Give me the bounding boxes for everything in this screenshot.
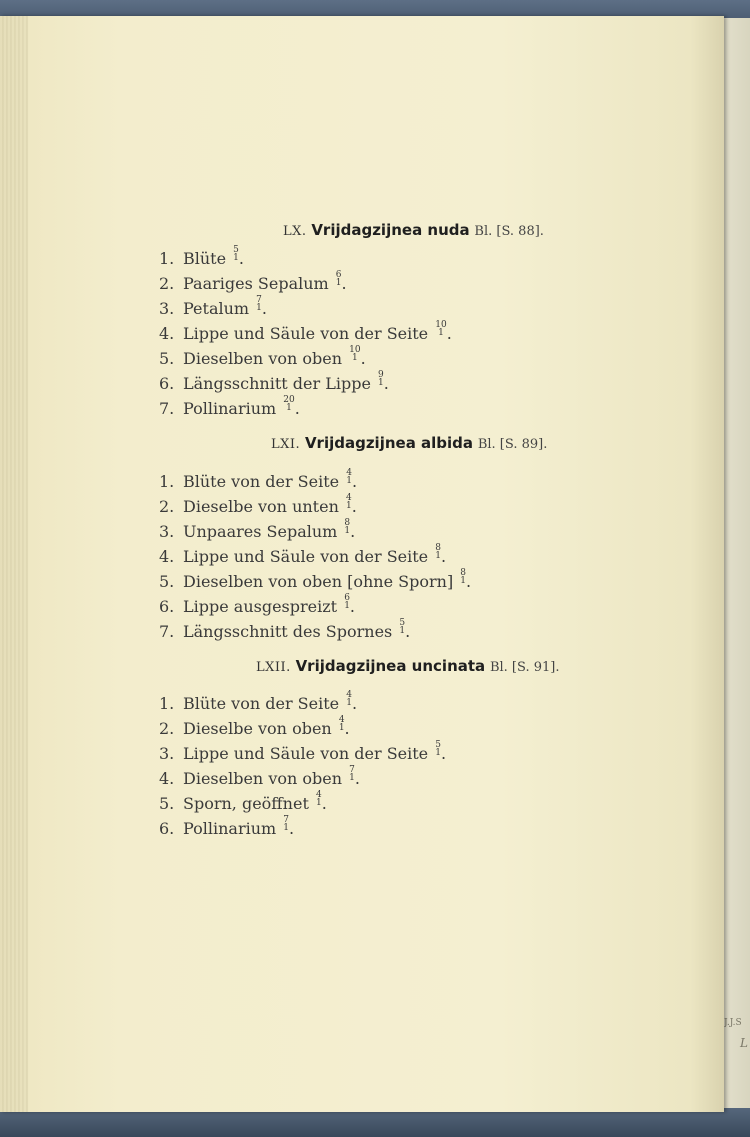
list-item: 3. Petalum 7 1 . (159, 295, 267, 318)
item-text: Dieselben von oben (183, 769, 343, 788)
magnification: 4 1 (346, 468, 352, 486)
species-name: Vrijdagzijnea albida (304, 434, 474, 452)
item-text: Dieselbe von oben (183, 719, 332, 738)
item-text: Unpaares Sepalum (183, 522, 338, 541)
item-text: Längsschnitt der Lippe (183, 374, 371, 393)
list-item: 4. Lippe und Säule von der Seite 8 1 . (159, 543, 447, 566)
item-text: Lippe und Säule von der Seite (183, 547, 429, 566)
magnification: 6 1 (335, 270, 342, 288)
list-item: 3. Lippe und Säule von der Seite 5 1 . (159, 740, 447, 763)
list-item: 6. Längsschnitt der Lippe 9 1 . (159, 370, 389, 393)
magnification: 4 1 (346, 690, 352, 708)
item-text: Längsschnitt des Spornes (183, 622, 393, 641)
page (0, 16, 724, 1112)
section-heading-lx (283, 221, 544, 239)
list-item: 2. Dieselbe von oben 4 1 . (159, 715, 350, 738)
list-item: 2. Dieselbe von unten 4 1 . (159, 493, 357, 516)
section-heading-lxii (256, 657, 559, 675)
item-text: Blüte von der Seite (183, 694, 340, 713)
item-text: Dieselbe von unten (183, 497, 339, 516)
item-text: Pollinarium (183, 399, 277, 418)
item-text: Lippe und Säule von der Seite (183, 744, 429, 763)
list-item: 5. Dieselben von oben 10 1 . (159, 345, 366, 368)
item-text: Lippe und Säule von der Seite (183, 324, 429, 343)
list-item: 6. Pollinarium 7 1 . (159, 815, 295, 838)
magnification: 5 1 (435, 740, 441, 758)
magnification: 5 1 (233, 245, 239, 263)
species-name: Vrijdagzijnea nuda (311, 221, 470, 239)
list-item: 4. Lippe und Säule von der Seite 10 1 . (159, 320, 452, 343)
magnification: 4 1 (345, 493, 352, 511)
list-item: 1. Blüte 5 1 . (159, 245, 244, 268)
magnification: 9 1 (378, 370, 384, 388)
list-item: 1. Blüte von der Seite 4 1 . (159, 690, 358, 713)
magnification: 7 1 (283, 815, 290, 833)
item-text: Pollinarium (183, 819, 277, 838)
item-text: Lippe ausgespreizt (183, 597, 338, 616)
list-item: 6. Lippe ausgespreizt 6 1 . (159, 593, 356, 616)
magnification: 4 1 (315, 790, 322, 808)
list-item: 4. Dieselben von oben 7 1 . (159, 765, 360, 788)
plate-reference: Bl. [S. 88]. (474, 224, 544, 239)
magnification: 7 1 (256, 295, 262, 313)
page-edges (0, 16, 28, 1112)
section-heading-lxi (271, 434, 547, 452)
magnification: 8 1 (435, 543, 441, 561)
facing-plate-caption: J.J.S (724, 1018, 742, 1028)
item-text: Sporn, geöffnet (183, 794, 309, 813)
book-cover-bottom (0, 1108, 750, 1137)
magnification: 6 1 (344, 593, 350, 611)
magnification: 4 1 (338, 715, 345, 733)
item-text: Dieselben von oben [ohne Sporn] (183, 572, 454, 591)
list-item: 5. Sporn, geöffnet 4 1 . (159, 790, 327, 813)
magnification: 8 1 (344, 518, 351, 536)
list-item: 3. Unpaares Sepalum 8 1 . (159, 518, 356, 541)
magnification: 8 1 (460, 568, 467, 586)
species-name: Vrijdagzijnea uncinata (295, 657, 486, 675)
plate-reference: Bl. [S. 89]. (477, 437, 548, 452)
item-text: Blüte (183, 249, 227, 268)
list-item: 7. Pollinarium 20 1 . (159, 395, 300, 418)
magnification: 7 1 (349, 765, 355, 783)
plate-reference: Bl. [S. 91]. (489, 660, 560, 675)
facing-plate-letter: L (740, 1036, 748, 1050)
item-text: Paariges Sepalum (183, 274, 329, 293)
magnification: 10 1 (435, 320, 447, 338)
section-number: LXII. (256, 660, 291, 675)
list-item: 1. Blüte von der Seite 4 1 . (159, 468, 358, 491)
list-item: 2. Paariges Sepalum 6 1 . (159, 270, 347, 293)
magnification: 5 1 (399, 618, 406, 636)
list-item: 5. Dieselben von oben [ohne Sporn] 8 1 . (159, 568, 472, 591)
section-number: LXI. (271, 437, 301, 452)
section-number: LX. (283, 224, 307, 239)
item-text: Blüte von der Seite (183, 472, 340, 491)
magnification: 10 1 (349, 345, 361, 363)
item-text: Dieselben von oben (183, 349, 343, 368)
list-item: 7. Längsschnitt des Spornes 5 1 . (159, 618, 411, 641)
magnification: 20 1 (283, 395, 295, 413)
item-text: Petalum (183, 299, 250, 318)
